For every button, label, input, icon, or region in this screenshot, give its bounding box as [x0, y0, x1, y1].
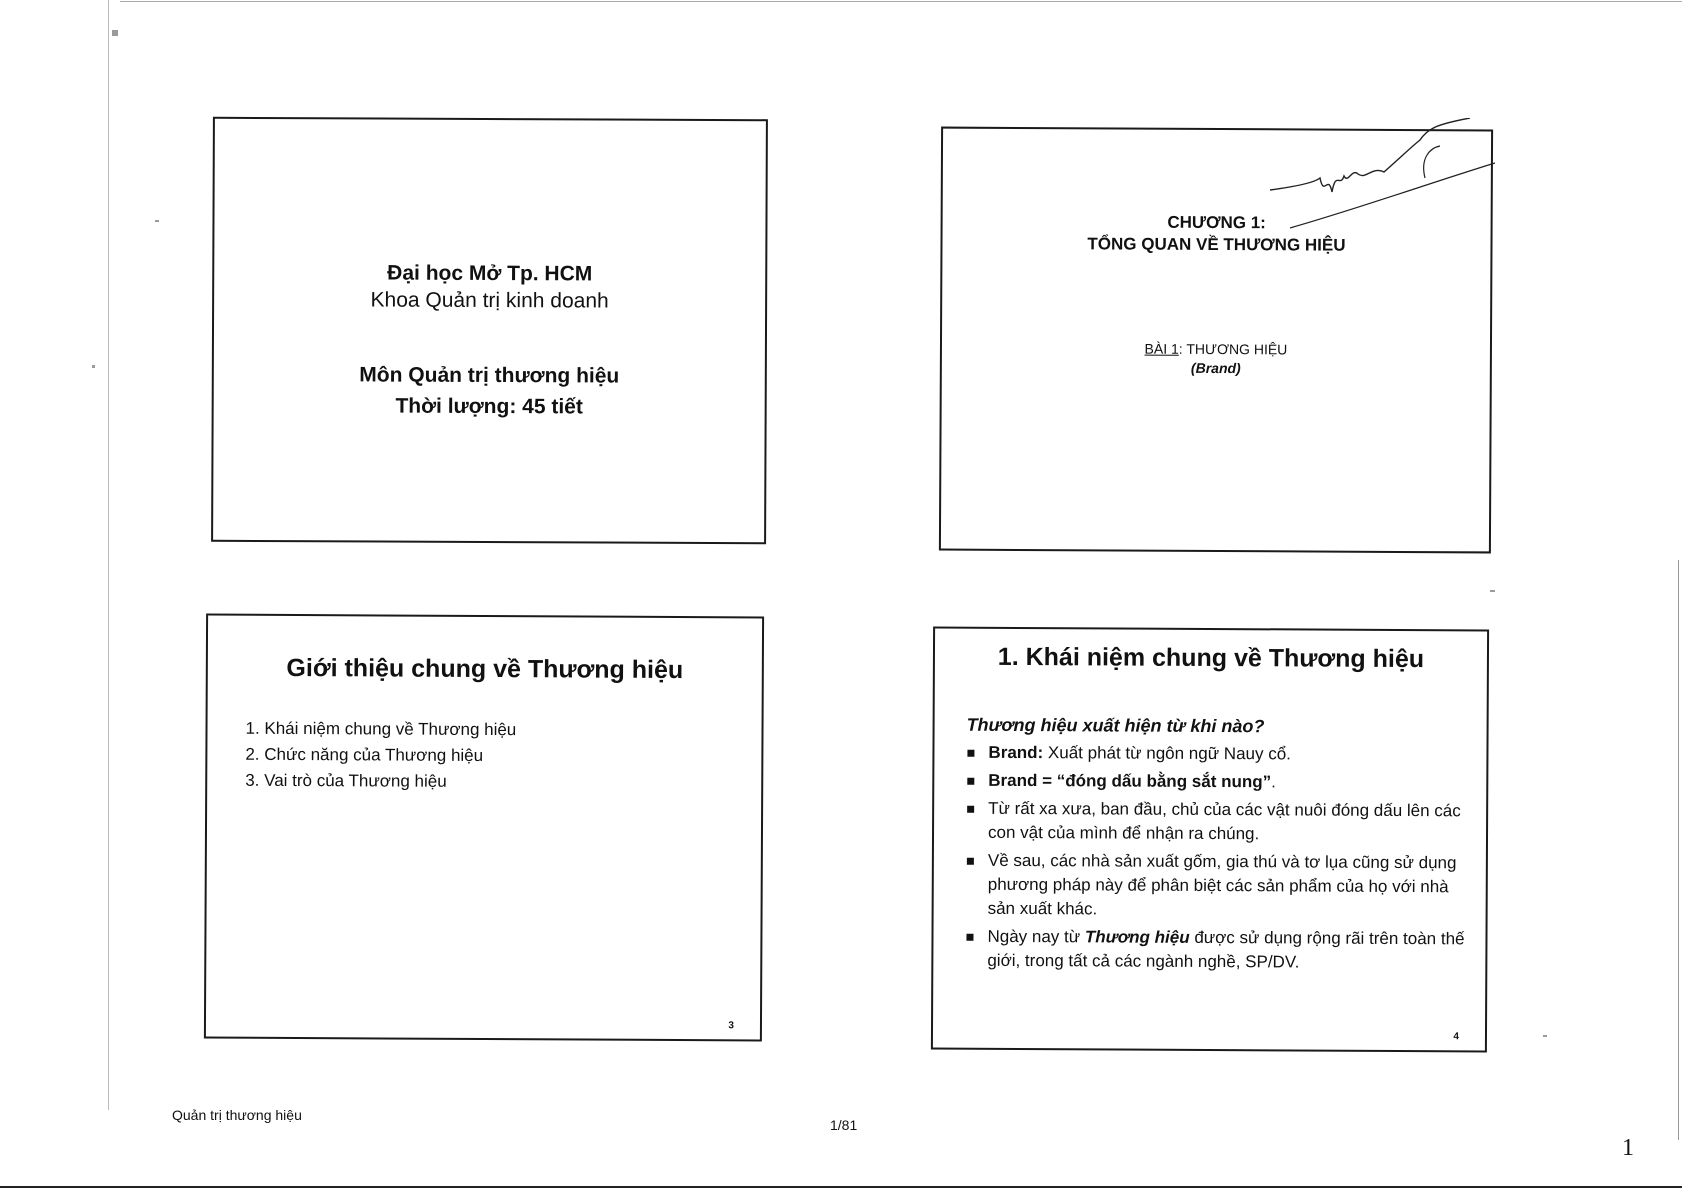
- slide-page-number: 3: [728, 1020, 734, 1032]
- bullet-text: Từ rất xa xưa, ban đầu, chủ của các vật nuôi đóng dấu lên các con vật của mình để nhận ra chúng.: [987, 798, 1461, 844]
- bullet-list: [965, 741, 1466, 980]
- course-name: Môn Quản trị thương hiệu: [359, 363, 620, 388]
- page-bottom-edge: [0, 1186, 1682, 1188]
- course-duration: Thời lượng: 45 tiết: [395, 394, 583, 419]
- bullet-bold-text: Brand = “đóng dấu bằng sắt nung”: [988, 770, 1272, 792]
- scan-speck: [1543, 1035, 1547, 1037]
- list-item: [966, 797, 1466, 848]
- topic-list: [245, 716, 516, 795]
- bullet-emphasis-text: Thương hiệu: [1084, 927, 1190, 947]
- lesson-subtitle: (Brand): [1190, 359, 1241, 377]
- bullet-text: Xuất phát từ ngôn ngữ Nauy cổ.: [1043, 743, 1291, 764]
- university-name: Đại học Mở Tp. HCM: [387, 261, 593, 286]
- chapter-number: CHƯƠNG 1:: [1167, 212, 1266, 233]
- square-bullet-icon: [966, 934, 973, 941]
- faculty-name: Khoa Quản trị kinh doanh: [370, 288, 609, 313]
- bullet-text: .: [1271, 772, 1276, 792]
- slide-introduction: [204, 614, 764, 1042]
- slide-title-page: [211, 117, 768, 544]
- chapter-title: TỔNG QUAN VỀ THƯƠNG HIỆU: [1087, 234, 1346, 255]
- list-item: 2. Chức năng của Thương hiệu: [245, 744, 484, 765]
- lesson-title: : THƯƠNG HIỆU: [1178, 340, 1288, 358]
- slide-title: Giới thiệu chung về Thương hiệu: [286, 653, 684, 685]
- lesson-number: BÀI 1: [1144, 340, 1179, 357]
- square-bullet-icon: [967, 858, 974, 865]
- question-heading: Thương hiệu xuất hiện từ khi nào?: [966, 714, 1265, 737]
- square-bullet-icon: [967, 806, 974, 813]
- page-left-edge: [108, 0, 109, 1110]
- institution-block: [214, 259, 765, 315]
- bullet-text: được sử dụng rộng rãi trên toàn thế giới, trong tất cả các ngành nghề, SP/DV.: [987, 927, 1465, 972]
- list-item: [966, 769, 1466, 796]
- bullet-bold-text: Brand:: [988, 742, 1044, 763]
- page-counter: 1/81: [830, 1117, 858, 1133]
- page-top-edge: [120, 1, 1682, 2]
- list-item: [966, 849, 1466, 924]
- slide-brand-concept: [931, 627, 1489, 1053]
- document-title: Quản trị thương hiệu: [172, 1107, 302, 1123]
- square-bullet-icon: [967, 750, 974, 757]
- slide-page-number: 4: [1453, 1031, 1459, 1043]
- scan-speck: [92, 365, 95, 368]
- list-item: [965, 925, 1465, 976]
- corner-page-number: 1: [1622, 1135, 1634, 1161]
- course-block: [214, 359, 765, 423]
- list-item: 3. Vai trò của Thương hiệu: [245, 770, 447, 791]
- bullet-text: Ngày nay từ: [987, 926, 1085, 947]
- bullet-text: Về sau, các nhà sản xuất gốm, gia thú và tơ lụa cũng sử dụng phương pháp này để phân biệt các sản phẩm của họ với nhà sản xuất khác.: [987, 850, 1457, 919]
- list-item: [966, 741, 1466, 768]
- handwritten-signature: [1260, 118, 1500, 248]
- scan-speck: [155, 220, 159, 222]
- scan-speck: [1490, 590, 1495, 592]
- scan-speck: [112, 30, 118, 36]
- page-right-edge: [1678, 560, 1679, 1140]
- slide-title: 1. Khái niệm chung về Thương hiệu: [997, 642, 1425, 674]
- list-item: 1. Khái niệm chung về Thương hiệu: [245, 718, 517, 740]
- square-bullet-icon: [967, 778, 974, 785]
- lesson-heading: [942, 339, 1490, 380]
